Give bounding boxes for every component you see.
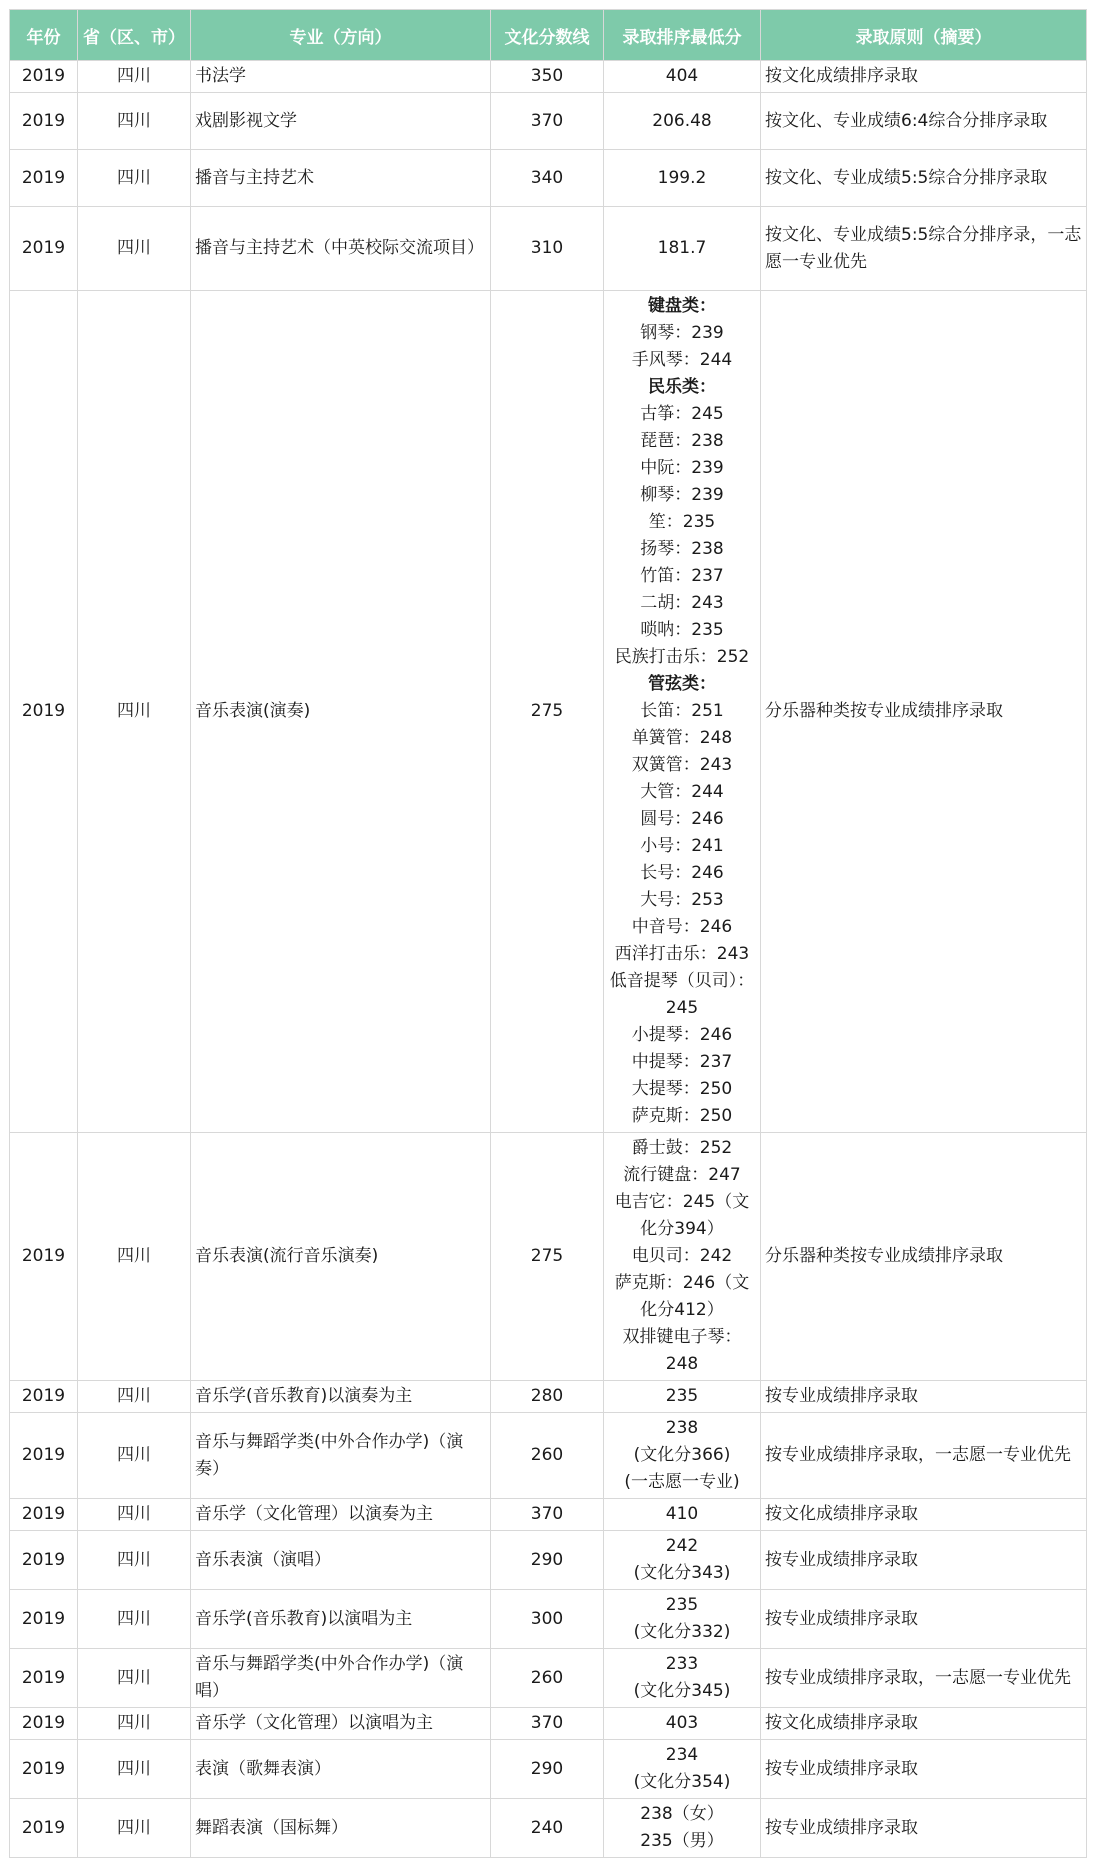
cell-culture-score: 340 xyxy=(491,150,604,207)
cell-min-score: 206.48 xyxy=(604,93,761,150)
min-score-note: (文化分366) xyxy=(633,1445,731,1465)
cell-province: 四川 xyxy=(78,1133,191,1381)
instrument-score: 电贝司：242 xyxy=(631,1246,733,1266)
header-province: 省（区、市） xyxy=(78,10,191,61)
cell-rule: 按专业成绩排序录取 xyxy=(761,1531,1087,1590)
instrument-score: 琵琶：238 xyxy=(640,431,724,451)
cell-province: 四川 xyxy=(78,1531,191,1590)
instrument-group-title: 键盘类： xyxy=(648,296,716,316)
min-score-value: 234 xyxy=(665,1745,699,1765)
cell-rule: 按专业成绩排序录取 xyxy=(761,1799,1087,1858)
instrument-score: 民族打击乐：252 xyxy=(614,647,750,667)
min-score-note: (文化分354) xyxy=(633,1772,731,1792)
cell-culture-score: 275 xyxy=(491,291,604,1133)
header-major: 专业（方向） xyxy=(191,10,491,61)
instrument-score: 电吉它：245（文化分394） xyxy=(614,1192,750,1239)
header-culture-score: 文化分数线 xyxy=(491,10,604,61)
cell-culture-score: 260 xyxy=(491,1649,604,1708)
instrument-score: 柳琴：239 xyxy=(640,485,724,505)
min-score-female: 238（女） xyxy=(640,1804,724,1824)
cell-province: 四川 xyxy=(78,291,191,1133)
cell-min-score xyxy=(604,1133,761,1381)
table-row xyxy=(10,1799,1087,1858)
instrument-score: 小号：241 xyxy=(640,836,724,856)
instrument-score: 手风琴：244 xyxy=(631,350,733,370)
cell-culture-score: 300 xyxy=(491,1590,604,1649)
cell-year: 2019 xyxy=(10,1649,78,1708)
cell-min-score: 410 xyxy=(604,1499,761,1531)
instrument-score: 长笛：251 xyxy=(640,701,724,721)
instrument-group-title: 民乐类： xyxy=(648,377,716,397)
cell-year: 2019 xyxy=(10,207,78,291)
instrument-score: 大号：253 xyxy=(640,890,724,910)
cell-year: 2019 xyxy=(10,150,78,207)
cell-rule: 按文化成绩排序录取 xyxy=(761,1708,1087,1740)
cell-major: 音乐与舞蹈学类(中外合作办学)（演奏） xyxy=(191,1413,491,1499)
table-row xyxy=(10,1708,1087,1740)
cell-province: 四川 xyxy=(78,61,191,93)
min-score-value: 238 xyxy=(665,1418,699,1438)
header-year: 年份 xyxy=(10,10,78,61)
instrument-score: 双排键电子琴：248 xyxy=(622,1327,742,1374)
table-row xyxy=(10,61,1087,93)
cell-year: 2019 xyxy=(10,1708,78,1740)
table-row xyxy=(10,93,1087,150)
cell-year: 2019 xyxy=(10,1499,78,1531)
cell-min-score xyxy=(604,1590,761,1649)
cell-min-score xyxy=(604,1531,761,1590)
min-score-value: 242 xyxy=(665,1536,699,1556)
cell-rule: 按专业成绩排序录取，一志愿一专业优先 xyxy=(761,1413,1087,1499)
cell-year: 2019 xyxy=(10,291,78,1133)
cell-culture-score: 240 xyxy=(491,1799,604,1858)
table-row xyxy=(10,207,1087,291)
cell-province: 四川 xyxy=(78,1708,191,1740)
instrument-score: 钢琴：239 xyxy=(640,323,724,343)
cell-major: 音乐学（文化管理）以演唱为主 xyxy=(191,1708,491,1740)
cell-province: 四川 xyxy=(78,1649,191,1708)
cell-major: 音乐表演(演奏) xyxy=(191,291,491,1133)
cell-culture-score: 280 xyxy=(491,1381,604,1413)
instrument-score: 扬琴：238 xyxy=(640,539,724,559)
instrument-score: 笙：235 xyxy=(648,512,716,532)
cell-min-score xyxy=(604,1740,761,1799)
cell-min-score: 404 xyxy=(604,61,761,93)
table-row xyxy=(10,1531,1087,1590)
table-row xyxy=(10,1133,1087,1381)
cell-rule: 分乐器种类按专业成绩排序录取 xyxy=(761,291,1087,1133)
instrument-group-title: 管弦类： xyxy=(648,674,716,694)
instrument-score: 长号：246 xyxy=(640,863,724,883)
cell-major: 书法学 xyxy=(191,61,491,93)
cell-province: 四川 xyxy=(78,1413,191,1499)
cell-year: 2019 xyxy=(10,1740,78,1799)
min-score-value: 235 xyxy=(665,1595,699,1615)
cell-rule: 按文化、专业成绩5:5综合分排序录取 xyxy=(761,150,1087,207)
min-score-value: 233 xyxy=(665,1654,699,1674)
cell-major: 音乐表演(流行音乐演奏) xyxy=(191,1133,491,1381)
cell-culture-score: 370 xyxy=(491,93,604,150)
cell-min-score: 403 xyxy=(604,1708,761,1740)
cell-culture-score: 260 xyxy=(491,1413,604,1499)
cell-major: 戏剧影视文学 xyxy=(191,93,491,150)
cell-province: 四川 xyxy=(78,1740,191,1799)
instrument-score: 大提琴：250 xyxy=(631,1079,733,1099)
cell-province: 四川 xyxy=(78,1590,191,1649)
cell-major: 表演（歌舞表演） xyxy=(191,1740,491,1799)
instrument-score: 大管：244 xyxy=(640,782,724,802)
cell-min-score: 235 xyxy=(604,1381,761,1413)
table-row xyxy=(10,1740,1087,1799)
cell-min-score xyxy=(604,1649,761,1708)
cell-rule: 按专业成绩排序录取，一志愿一专业优先 xyxy=(761,1649,1087,1708)
instrument-score: 中提琴：237 xyxy=(631,1052,733,1072)
cell-major: 舞蹈表演（国标舞） xyxy=(191,1799,491,1858)
instrument-score: 小提琴：246 xyxy=(631,1025,733,1045)
cell-province: 四川 xyxy=(78,93,191,150)
cell-rule: 按专业成绩排序录取 xyxy=(761,1381,1087,1413)
cell-min-score xyxy=(604,291,761,1133)
instrument-score: 中音号：246 xyxy=(631,917,733,937)
cell-year: 2019 xyxy=(10,93,78,150)
table-row xyxy=(10,1499,1087,1531)
cell-rule: 分乐器种类按专业成绩排序录取 xyxy=(761,1133,1087,1381)
cell-culture-score: 275 xyxy=(491,1133,604,1381)
cell-year: 2019 xyxy=(10,61,78,93)
cell-major: 音乐学（文化管理）以演奏为主 xyxy=(191,1499,491,1531)
table-row xyxy=(10,1413,1087,1499)
instrument-score: 萨克斯：246（文化分412） xyxy=(614,1273,750,1320)
cell-rule: 按文化、专业成绩6:4综合分排序录取 xyxy=(761,93,1087,150)
cell-major: 音乐学(音乐教育)以演唱为主 xyxy=(191,1590,491,1649)
table-row xyxy=(10,1590,1087,1649)
table-header-row xyxy=(10,10,1087,61)
instrument-score: 低音提琴（贝司）：245 xyxy=(609,971,755,1018)
instrument-score: 唢呐：235 xyxy=(640,620,724,640)
cell-culture-score: 370 xyxy=(491,1708,604,1740)
admission-table-container xyxy=(9,9,1086,1858)
instrument-score: 古筝：245 xyxy=(640,404,724,424)
cell-province: 四川 xyxy=(78,150,191,207)
cell-major: 播音与主持艺术（中英校际交流项目） xyxy=(191,207,491,291)
min-score-male: 235（男） xyxy=(640,1831,724,1851)
header-rule: 录取原则（摘要） xyxy=(761,10,1087,61)
cell-min-score xyxy=(604,1413,761,1499)
table-row xyxy=(10,150,1087,207)
instrument-score: 双簧管：243 xyxy=(631,755,733,775)
header-min-score: 录取排序最低分 xyxy=(604,10,761,61)
cell-rule: 按文化、专业成绩5:5综合分排序录，一志愿一专业优先 xyxy=(761,207,1087,291)
instrument-score: 中阮：239 xyxy=(640,458,724,478)
cell-major: 音乐表演（演唱） xyxy=(191,1531,491,1590)
cell-rule: 按文化成绩排序录取 xyxy=(761,1499,1087,1531)
min-score-note: (一志愿一专业) xyxy=(624,1472,740,1492)
instrument-score: 萨克斯：250 xyxy=(631,1106,733,1126)
cell-min-score: 181.7 xyxy=(604,207,761,291)
cell-province: 四川 xyxy=(78,1799,191,1858)
cell-major: 音乐学(音乐教育)以演奏为主 xyxy=(191,1381,491,1413)
cell-year: 2019 xyxy=(10,1133,78,1381)
instrument-score: 二胡：243 xyxy=(640,593,724,613)
cell-culture-score: 350 xyxy=(491,61,604,93)
admission-table xyxy=(9,9,1087,1858)
cell-year: 2019 xyxy=(10,1590,78,1649)
cell-rule: 按文化成绩排序录取 xyxy=(761,61,1087,93)
min-score-note: (文化分332) xyxy=(633,1622,731,1642)
cell-province: 四川 xyxy=(78,207,191,291)
instrument-score: 圆号：246 xyxy=(640,809,724,829)
cell-rule: 按专业成绩排序录取 xyxy=(761,1740,1087,1799)
cell-culture-score: 310 xyxy=(491,207,604,291)
cell-culture-score: 290 xyxy=(491,1531,604,1590)
cell-year: 2019 xyxy=(10,1531,78,1590)
table-row xyxy=(10,1649,1087,1708)
cell-rule: 按专业成绩排序录取 xyxy=(761,1590,1087,1649)
cell-culture-score: 370 xyxy=(491,1499,604,1531)
cell-year: 2019 xyxy=(10,1381,78,1413)
instrument-score: 单簧管：248 xyxy=(631,728,733,748)
instrument-score: 爵士鼓：252 xyxy=(631,1138,733,1158)
min-score-note: (文化分345) xyxy=(633,1681,731,1701)
instrument-score: 西洋打击乐：243 xyxy=(614,944,750,964)
cell-min-score: 199.2 xyxy=(604,150,761,207)
cell-province: 四川 xyxy=(78,1499,191,1531)
table-row xyxy=(10,291,1087,1133)
cell-year: 2019 xyxy=(10,1413,78,1499)
cell-culture-score: 290 xyxy=(491,1740,604,1799)
cell-major: 播音与主持艺术 xyxy=(191,150,491,207)
cell-min-score xyxy=(604,1799,761,1858)
table-row xyxy=(10,1381,1087,1413)
min-score-note: (文化分343) xyxy=(633,1563,731,1583)
cell-major: 音乐与舞蹈学类(中外合作办学)（演唱） xyxy=(191,1649,491,1708)
cell-province: 四川 xyxy=(78,1381,191,1413)
cell-year: 2019 xyxy=(10,1799,78,1858)
instrument-score: 流行键盘：247 xyxy=(623,1165,741,1185)
instrument-score: 竹笛：237 xyxy=(640,566,724,586)
